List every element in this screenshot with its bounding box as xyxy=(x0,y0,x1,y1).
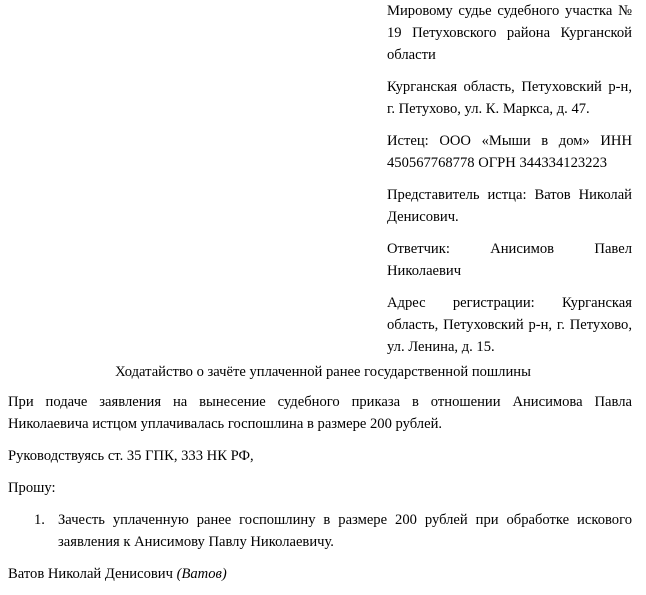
paragraph-circumstances: При подаче заявления на вынесение судебного приказа в отношении Анисимова Павла Николаевича истцом уплачивалась госпошлина в размере 200 рублей. xyxy=(8,394,632,432)
signature-name: Ватов Николай Денисович xyxy=(8,566,173,582)
paragraph-legal-basis: Руководствуясь ст. 35 ГПК, 333 НК РФ, xyxy=(8,448,254,464)
representative-info: Представитель истца: Ватов Николай Денисович. xyxy=(387,187,632,225)
request-label: Прошу: xyxy=(8,480,56,496)
defendant-info: Ответчик: Анисимов Павел Николаевич xyxy=(387,241,632,279)
list-item-text: Зачесть уплаченную ранее госпошлину в размере 200 рублей при обработке искового заявления к Анисимову Павлу Николаевичу. xyxy=(58,512,632,550)
request-list xyxy=(8,509,632,553)
signature-line xyxy=(8,563,632,585)
signature-handwritten: (Ватов) xyxy=(176,566,227,582)
list-item-number: 1. xyxy=(34,512,45,528)
court-name: Мировому судье судебного участка № 19 Петуховского района Курганской области xyxy=(387,3,632,63)
list-item xyxy=(8,509,632,553)
document-body xyxy=(8,391,632,595)
defendant-address: Адрес регистрации: Курганская область, Петуховский р-н, г. Петухово, ул. Ленина, д. 15. xyxy=(387,295,632,355)
court-address: Курганская область, Петуховский р-н, г. Петухово, ул. К. Маркса, д. 47. xyxy=(387,79,632,117)
plaintiff-info: Истец: ООО «Мыши в дом» ИНН 450567768778 ОГРН 344334123223 xyxy=(387,133,632,171)
addressee-block xyxy=(387,0,632,368)
document-title: Ходатайство о зачёте уплаченной ранее государственной пошлины xyxy=(115,364,531,380)
